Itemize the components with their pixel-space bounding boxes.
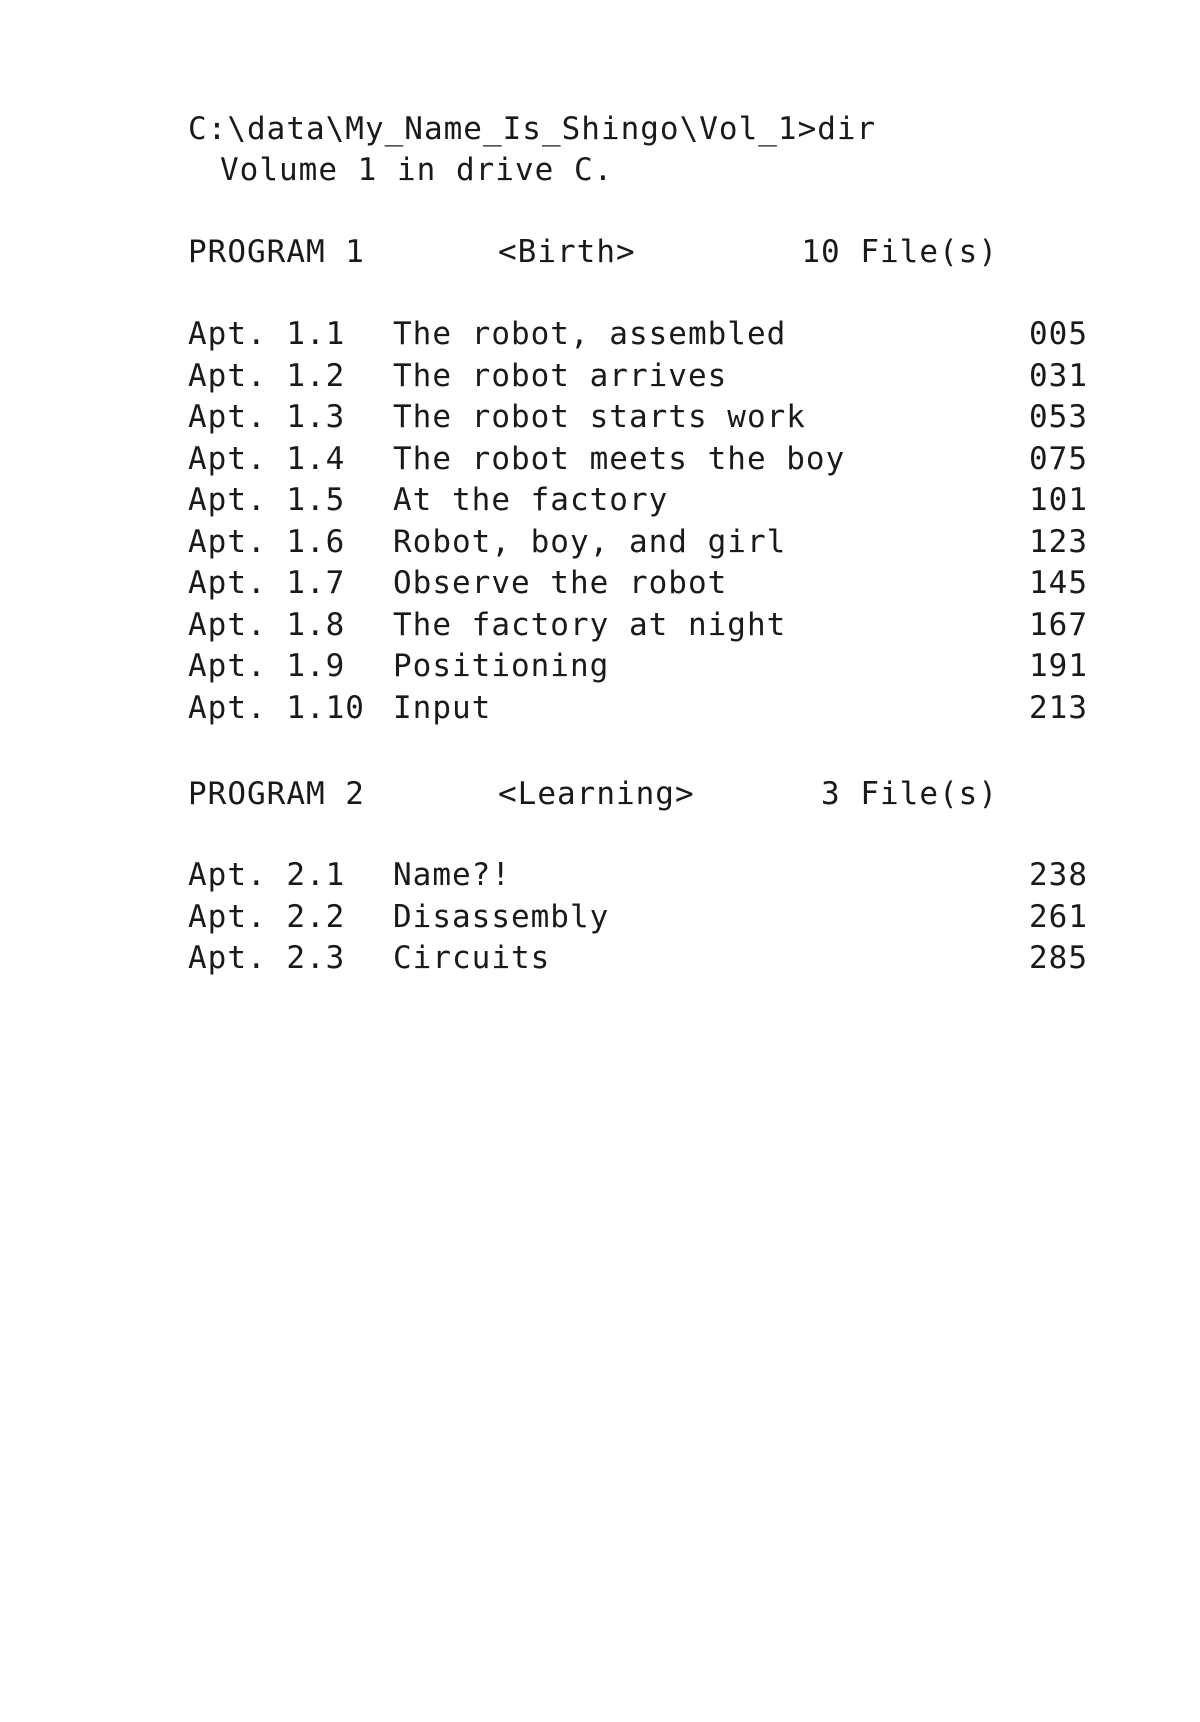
chapter-page: 101 — [1029, 482, 1088, 518]
chapter-page: 075 — [1029, 440, 1088, 477]
chapter-number: Apt. 1.10 — [188, 689, 365, 726]
chapter-row — [188, 480, 1088, 522]
program-2-chapter-list — [188, 855, 1088, 980]
chapter-number: Apt. 1.6 — [188, 523, 346, 560]
program-1-chapter-list — [188, 314, 1088, 729]
chapter-title: The robot arrives — [393, 357, 728, 394]
program-title: <Learning> — [498, 776, 695, 812]
command-prompt-line: C:\data\My_Name_Is_Shingo\Vol_1>dir — [188, 111, 877, 147]
chapter-title: The robot starts work — [393, 399, 806, 435]
chapter-page: 053 — [1029, 399, 1088, 435]
program-2-header — [188, 774, 1088, 814]
chapter-row — [188, 897, 1088, 939]
chapter-page: 005 — [1029, 316, 1088, 352]
chapter-number: Apt. 2.2 — [188, 898, 346, 935]
chapter-row — [188, 356, 1088, 398]
chapter-title: At the factory — [393, 482, 669, 518]
chapter-page: 031 — [1029, 357, 1088, 394]
chapter-row — [188, 688, 1088, 730]
chapter-row — [188, 522, 1088, 564]
chapter-page: 145 — [1029, 565, 1088, 601]
chapter-page: 123 — [1029, 523, 1088, 560]
chapter-title: The robot, assembled — [393, 316, 787, 352]
chapter-title: Robot, boy, and girl — [393, 523, 787, 560]
chapter-row — [188, 938, 1088, 980]
chapter-number: Apt. 1.5 — [188, 482, 346, 518]
chapter-number: Apt. 1.9 — [188, 648, 346, 684]
chapter-number: Apt. 1.2 — [188, 357, 346, 394]
chapter-row — [188, 646, 1088, 688]
program-name: PROGRAM 1 — [188, 234, 365, 270]
chapter-page: 213 — [1029, 689, 1088, 726]
chapter-title: The robot meets the boy — [393, 440, 846, 477]
chapter-title: Positioning — [393, 648, 610, 684]
chapter-page: 285 — [1029, 940, 1088, 976]
chapter-number: Apt. 2.3 — [188, 940, 346, 976]
chapter-title: Circuits — [393, 940, 551, 976]
chapter-number: Apt. 1.1 — [188, 316, 346, 352]
chapter-title: Name?! — [393, 857, 511, 893]
chapter-row — [188, 563, 1088, 605]
chapter-number: Apt. 1.8 — [188, 606, 346, 643]
volume-info-line: Volume 1 in drive C. — [220, 152, 614, 188]
chapter-row — [188, 439, 1088, 481]
chapter-number: Apt. 1.7 — [188, 565, 346, 601]
chapter-number: Apt. 1.4 — [188, 440, 346, 477]
chapter-title: The factory at night — [393, 606, 787, 643]
chapter-page: 238 — [1029, 857, 1088, 893]
chapter-page: 167 — [1029, 606, 1088, 643]
chapter-row — [188, 855, 1088, 897]
program-file-count: 3 File(s) — [821, 776, 998, 812]
chapter-row — [188, 605, 1088, 647]
chapter-number: Apt. 1.3 — [188, 399, 346, 435]
chapter-row — [188, 314, 1088, 356]
program-name: PROGRAM 2 — [188, 776, 365, 812]
chapter-title: Disassembly — [393, 898, 610, 935]
chapter-row — [188, 397, 1088, 439]
program-file-count: 10 File(s) — [801, 234, 998, 270]
chapter-title: Observe the robot — [393, 565, 728, 601]
program-title: <Birth> — [498, 234, 636, 270]
program-1-header — [188, 232, 1088, 272]
chapter-title: Input — [393, 689, 492, 726]
chapter-page: 191 — [1029, 648, 1088, 684]
chapter-number: Apt. 2.1 — [188, 857, 346, 893]
chapter-page: 261 — [1029, 898, 1088, 935]
